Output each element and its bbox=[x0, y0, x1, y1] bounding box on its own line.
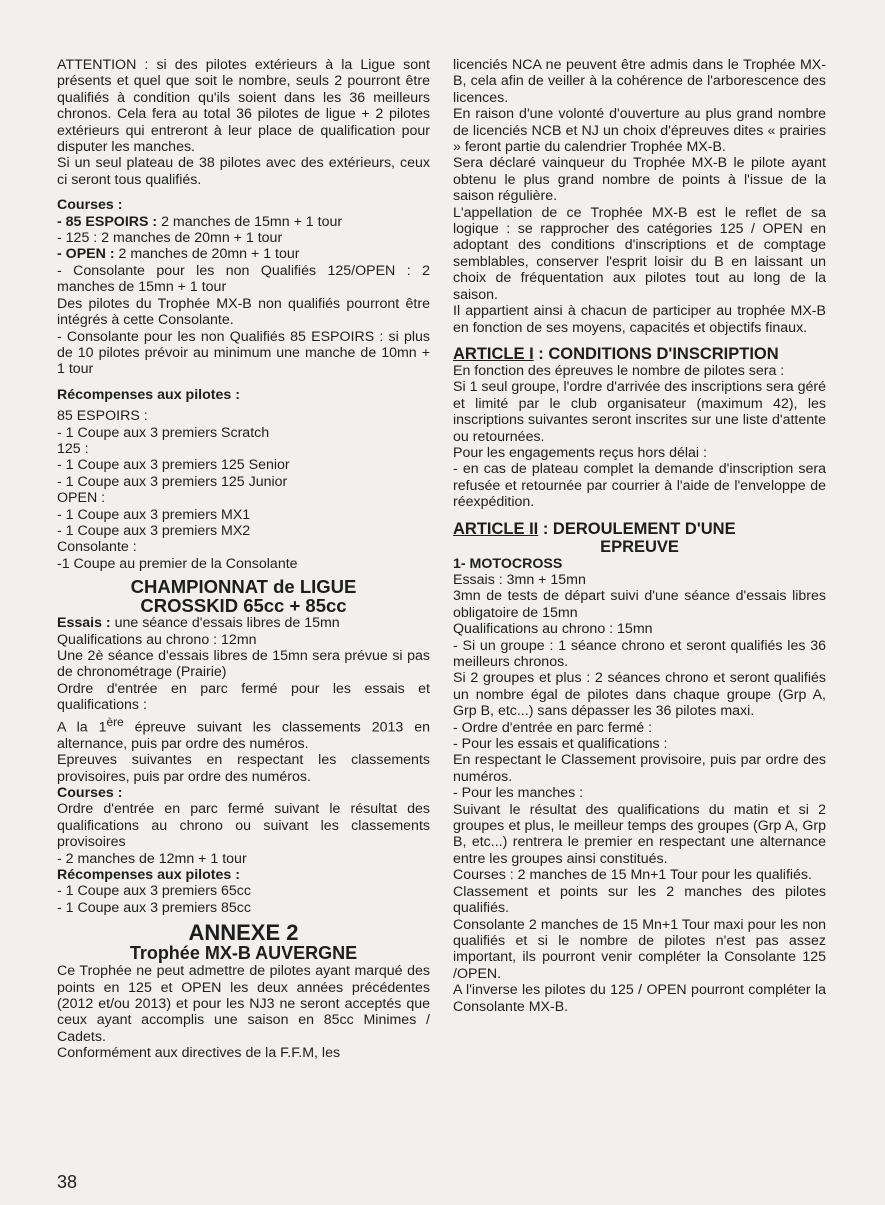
championnat-subtitle: CROSSKID 65cc + 85cc bbox=[140, 595, 347, 617]
motocross-heading: 1- MOTOCROSS bbox=[453, 555, 563, 572]
courses-item bbox=[57, 246, 430, 262]
courses-item-text: 2 manches de 20mn + 1 tour bbox=[114, 246, 300, 263]
article-1-paragraph: En fonction des épreuves le nombre de pilotes sera : bbox=[453, 362, 785, 379]
essais-text: une séance d'essais libres de 15mn bbox=[110, 615, 340, 632]
recompenses-heading: Récompenses aux pilotes : bbox=[57, 386, 240, 403]
article-2-heading bbox=[453, 520, 826, 538]
courses-item-label: - OPEN : bbox=[57, 246, 115, 263]
annexe-subtitle: Trophée MX-B AUVERGNE bbox=[129, 943, 358, 964]
motocross-paragraph: Courses : 2 manches de 15 Mn+1 Tour pour les qualifiés. bbox=[453, 867, 812, 884]
recompense-line: - 1 Coupe aux 3 premiers 125 Senior bbox=[57, 457, 290, 474]
motocross-line: Essais : 3mn + 15mn bbox=[453, 571, 586, 588]
courses2-paragraph: Ordre d'entrée en parc fermé suivant le résultat des qualifications au chrono ou suivant les classements provisoires bbox=[57, 801, 430, 851]
left-column bbox=[57, 57, 430, 1062]
article-2-title-continued: EPREUVE bbox=[600, 537, 679, 556]
raison-paragraph: En raison d'une volonté d'ouverture au plus grand nombre de licenciés NCB et NJ un choix d'épreuves dites « prairies » feront partie du calendrier Trophée MX-B. bbox=[453, 106, 826, 156]
motocross-line: - Pour les essais et qualifications : bbox=[453, 736, 668, 753]
essais-label: Essais : bbox=[57, 615, 111, 632]
article-1-paragraph: - en cas de plateau complet la demande d'inscription sera refusée et retournée par courrier à l'aide de l'enveloppe de réexpédition. bbox=[453, 461, 826, 511]
page-number: 38 bbox=[57, 1172, 78, 1192]
recompense-line: -1 Coupe au premier de la Consolante bbox=[57, 555, 298, 572]
courses-item: Des pilotes du Trophée MX-B non qualifiés pourront être intégrés à cette Consolante. bbox=[57, 295, 430, 329]
recompense-line: - 1 Coupe aux 3 premiers MX2 bbox=[57, 522, 251, 539]
courses2-manches: - 2 manches de 12mn + 1 tour bbox=[57, 850, 247, 867]
motocross-paragraph: - Si un groupe : 1 séance chrono et seront qualifiés les 36 meilleurs chronos. bbox=[453, 637, 826, 670]
motocross-line: Qualifications au chrono : 15mn bbox=[453, 621, 653, 638]
recompense2-line: - 1 Coupe aux 3 premiers 65cc bbox=[57, 883, 251, 900]
motocross-line: - Ordre d'entrée en parc fermé : bbox=[453, 719, 653, 736]
epreuves-paragraph: Epreuves suivantes en respectant les classements provisoires, puis par ordre des numéros. bbox=[57, 752, 430, 785]
article-1-paragraph: Si 1 seul groupe, l'ordre d'arrivée des inscriptions sera géré et limité par le club organisateur (maximum 42), les inscriptions suivantes seront inscrites sur une liste d'attente ou retournées. bbox=[453, 379, 826, 445]
premiere-text: A la 1 bbox=[57, 719, 107, 736]
right-column bbox=[453, 57, 826, 1015]
essais-line bbox=[57, 615, 430, 631]
recompense-line: 85 ESPOIRS : bbox=[57, 408, 148, 425]
article-2-label: ARTICLE II bbox=[453, 519, 539, 538]
annexe-paragraph: Ce Trophée ne peut admettre de pilotes ayant marqué des points en 125 et OPEN les deux années précédentes (2012 et/ou 2013) et pour les NJ3 ne seront acceptés que ceux ayant accomplis une saison en 85cc Minimes / Cadets. bbox=[57, 963, 430, 1045]
motocross-paragraph: Suivant le résultat des qualifications du matin et si 2 groupes et plus, le meilleur temps des groupes (Grp A, Grp B, etc...) rentrera le premier en respectant une alternance entre les groupes ainsi constitués. bbox=[453, 801, 826, 867]
courses-item-label: - 85 ESPOIRS : bbox=[57, 213, 158, 230]
courses-item bbox=[57, 214, 430, 230]
motocross-line: - Pour les manches : bbox=[453, 785, 584, 802]
appartient-paragraph: Il appartient ainsi à chacun de participer au trophée MX-B en fonction de ses moyens, capacités et objectifs finaux. bbox=[453, 303, 826, 336]
motocross-paragraph: 3mn de tests de départ suivi d'une séance d'essais libres obligatoire de 15mn bbox=[453, 588, 826, 621]
plateau-paragraph: Si un seul plateau de 38 pilotes avec des extérieurs, ceux ci seront tous qualifiés. bbox=[57, 155, 430, 188]
recompense-line: - 1 Coupe aux 3 premiers Scratch bbox=[57, 424, 270, 441]
recompense-line: Consolante : bbox=[57, 539, 137, 556]
premiere-rest: épreuve suivant les classements 2013 en alternance, puis par ordre des numéros. bbox=[57, 719, 430, 752]
courses2-heading: Courses : bbox=[57, 784, 123, 801]
article-1-paragraph: Pour les engagements reçus hors délai : bbox=[453, 444, 707, 461]
seance-paragraph: Une 2è séance d'essais libres de 15mn sera prévue si pas de chronométrage (Prairie) bbox=[57, 648, 430, 681]
recompense-line: 125 : bbox=[57, 440, 89, 457]
motocross-paragraph: Classement et points sur les 2 manches des pilotes qualifiés. bbox=[453, 883, 826, 917]
courses-item: - 125 : 2 manches de 20mn + 1 tour bbox=[57, 230, 283, 247]
article-1-title: : CONDITIONS D'INSCRIPTION bbox=[533, 344, 779, 363]
courses-item-text: 2 manches de 15mn + 1 tour bbox=[157, 213, 343, 230]
motocross-paragraph: En respectant le Classement provisoire, puis par ordre des numéros. bbox=[453, 752, 826, 785]
attention-paragraph: ATTENTION : si des pilotes extérieurs à la Ligue sont présents et quel que soit le nombre, seuls 2 pourront être qualifiés à condition qu'ils soient dans les 36 meilleurs chronos. Cela fera au total 36 pilotes de ligue + 2 pilotes extérieurs qui entreront à leur place de qualification pour disputer les manches. bbox=[57, 57, 430, 156]
premiere-superscript: ère bbox=[106, 714, 124, 729]
courses-item: - Consolante pour les non Qualifiés 125/OPEN : 2 manches de 15mn + 1 tour bbox=[57, 262, 430, 296]
motocross-paragraph: Si 2 groupes et plus : 2 séances chrono et seront qualifiés un nombre égal de pilotes dans chaque groupe (Grp A, Grp B, etc...) sans dépasser les 36 pilotes maxi. bbox=[453, 670, 826, 720]
recompense-line: - 1 Coupe aux 3 premiers MX1 bbox=[57, 506, 251, 523]
vainqueur-paragraph: Sera déclaré vainqueur du Trophée MX-B le pilote ayant obtenu le plus grand nombre de points à l'issue de la saison régulière. bbox=[453, 155, 826, 205]
annexe-paragraph: Conformément aux directives de la F.F.M, les bbox=[57, 1045, 341, 1062]
courses-item: - Consolante pour les non Qualifiés 85 ESPOIRS : si plus de 10 pilotes prévoir au minimum une manche de 10mn + 1 tour bbox=[57, 328, 430, 378]
recompense2-line: - 1 Coupe aux 3 premiers 85cc bbox=[57, 899, 251, 916]
appellation-paragraph: L'appellation de ce Trophée MX-B est le reflet de sa logique : se rapprocher des catégories 125 / OPEN en adoptant des conditions d'inscriptions et de comptage semblables, conserver l'esprit loisir du B en laissant un choix de fréquentation aux pilotes tout au long de la saison. bbox=[453, 204, 826, 303]
premiere-paragraph bbox=[57, 714, 430, 753]
recompense-line: - 1 Coupe aux 3 premiers 125 Junior bbox=[57, 473, 288, 490]
article-1-label: ARTICLE I bbox=[453, 344, 534, 363]
motocross-paragraph: A l'inverse les pilotes du 125 / OPEN pourront compléter la Consolante MX-B. bbox=[453, 982, 826, 1015]
recompenses2-heading: Récompenses aux pilotes : bbox=[57, 867, 240, 884]
qualifications-line: Qualifications au chrono : 12mn bbox=[57, 631, 257, 648]
recompense-line: OPEN : bbox=[57, 490, 106, 507]
article-1-heading bbox=[453, 345, 826, 363]
annexe-title: ANNEXE 2 bbox=[188, 920, 299, 946]
article-2-title: : DEROULEMENT D'UNE bbox=[538, 519, 736, 538]
ordre-paragraph: Ordre d'entrée en parc fermé pour les essais et qualifications : bbox=[57, 680, 430, 714]
licencies-paragraph: licenciés NCA ne peuvent être admis dans le Trophée MX-B, cela afin de veiller à la cohérence de l'arborescence des licences. bbox=[453, 57, 826, 106]
courses-heading: Courses : bbox=[57, 197, 123, 214]
championnat-title: CHAMPIONNAT de LIGUE bbox=[130, 576, 357, 598]
motocross-paragraph: Consolante 2 manches de 15 Mn+1 Tour maxi pour les non qualifiés et si le nombre de pilotes n'est pas assez important, ils pourront venir compléter la Consolante 125 /OPEN. bbox=[453, 916, 826, 982]
